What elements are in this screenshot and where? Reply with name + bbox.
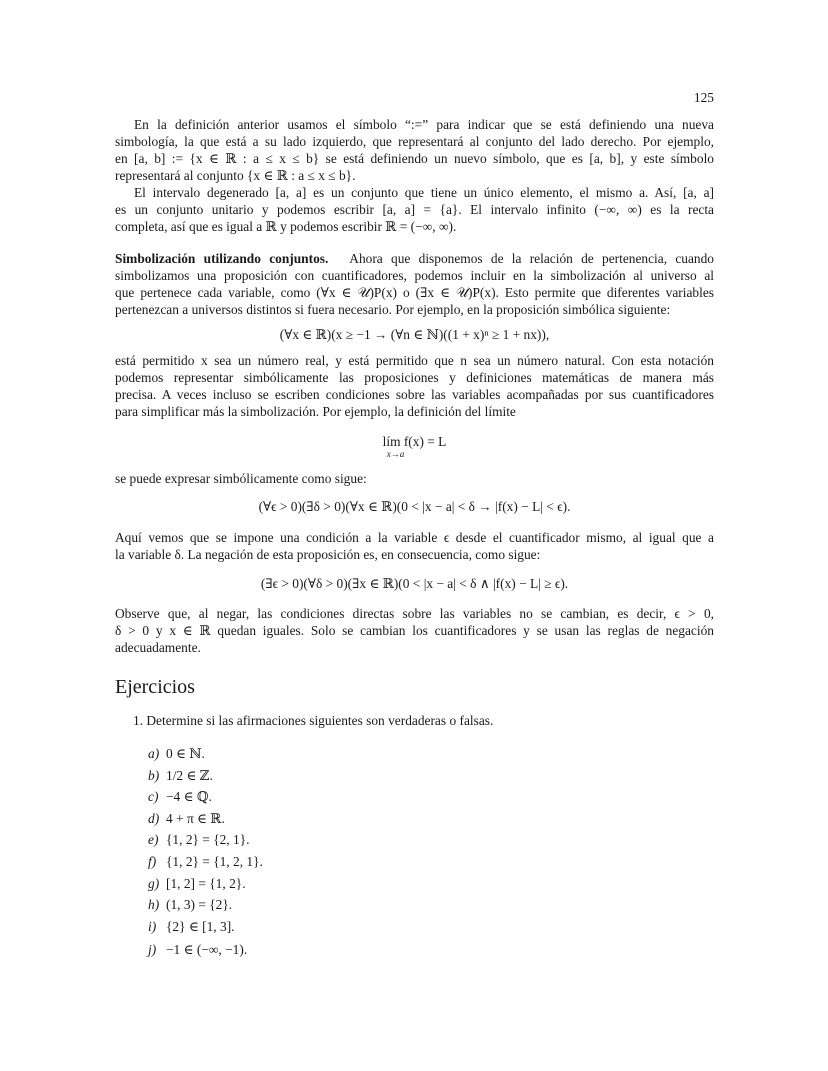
text-line: simbología, la que está a su lado izquierdo, que representará al conjunto del lado derecho. Por ejemplo, (115, 134, 714, 149)
text-line (115, 250, 714, 267)
subitem-label: g) (148, 876, 160, 891)
text-line: Aquí vemos que se impone una condición a la variable ϵ desde el cuantificador mismo, al igual que a (115, 530, 714, 545)
subitem-text: {1, 2} = {1, 2, 1}. (166, 854, 263, 869)
paragraph-observe (115, 605, 714, 656)
paragraph-symbolization (115, 250, 714, 318)
text-line: Observe que, al negar, las condiciones directas sobre las variables no se cambian, es decir, ϵ > 0, (115, 606, 714, 621)
subitem-label: h) (148, 897, 160, 912)
text-line: pertenezcan a universos distintos si fuera necesario. Por ejemplo, en la proposición simbólica siguiente: (115, 302, 671, 317)
paragraph-condition (115, 529, 714, 563)
exercise-subitem (148, 809, 225, 829)
paragraph-heading: Simbolización utilizando conjuntos. (115, 251, 329, 266)
exercise-subitem (148, 787, 212, 807)
exercise-subitem (148, 940, 247, 960)
subitem-label: j) (148, 942, 157, 957)
subitem-text: 4 + π ∈ ℝ. (166, 811, 225, 826)
formula-bernoulli: (∀x ∈ ℝ)(x ≥ −1 → (∀n ∈ ℕ)((1 + x)ⁿ ≥ 1 + nx)), (279, 327, 550, 342)
subitem-text: (1, 3) = {2}. (166, 897, 233, 912)
paragraph-notation (115, 352, 714, 420)
paragraph-degenerate-interval (115, 184, 714, 235)
text-line: en [a, b] := {x ∈ ℝ : a ≤ x ≤ b} se está definiendo un nuevo símbolo, que es [a, b], y este símbolo (115, 151, 714, 166)
text-line: está permitido x sea un número real, y está permitido que n sea un número natural. Con esta notación (115, 353, 714, 368)
exercise-subitem (148, 830, 249, 850)
exercise-subitem (148, 766, 213, 786)
exercise-subitem (148, 744, 205, 764)
text-line: es un conjunto unitario y podemos escribir [a, a] = {a}. El intervalo infinito (−∞, ∞) es la recta (115, 202, 714, 217)
limit-main: lím f(x) = L (382, 434, 447, 449)
text-line: adecuadamente. (115, 640, 201, 655)
section-heading-ejercicios: Ejercicios (115, 676, 195, 698)
subitem-text: 0 ∈ ℕ. (166, 746, 205, 761)
line-text: Ahora que disponemos de la relación de pertenencia, cuando (349, 251, 715, 266)
text-line: podemos representar simbólicamente las proposiciones y definiciones matemáticas de manera más (115, 370, 714, 385)
exercise-1: 1. Determine si las afirmaciones siguientes son verdaderas o falsas. (133, 713, 494, 728)
subitem-label: f) (148, 854, 157, 869)
subitem-label: d) (148, 811, 160, 826)
subitem-label: c) (148, 789, 159, 804)
formula-limit-definition: (∀ϵ > 0)(∃δ > 0)(∀x ∈ ℝ)(0 < |x − a| < δ → |f(x) − L| < ϵ). (258, 499, 571, 514)
subitem-text: 1/2 ∈ ℤ. (166, 768, 213, 783)
paragraph-express (115, 470, 714, 487)
subitem-text: [1, 2] = {1, 2}. (166, 876, 246, 891)
text-line: que pertenece cada variable, como (∀x ∈ 𝒰)P(x) o (∃x ∈ 𝒰)P(x). Esto permite que diferentes variables (115, 285, 714, 300)
subitem-label: a) (148, 746, 160, 761)
text-line: para simplificar más la simbolización. Por ejemplo, la definición del límite (115, 404, 516, 419)
paragraph-definition (115, 116, 714, 184)
exercise-subitem (148, 874, 246, 894)
text-line: simbolizamos una proposición con cuantificadores, podemos incluir en la simbolización al universo al (115, 268, 714, 283)
subitem-text: {2} ∈ [1, 3]. (166, 919, 235, 934)
text-line: En la definición anterior usamos el símbolo “:=” para indicar que se está definiendo una nueva (134, 117, 714, 132)
text-line: precisa. A veces incluso se escriben condiciones sobre las variables acompañadas por sus cuantificadores (115, 387, 714, 402)
subitem-text: {1, 2} = {2, 1}. (166, 832, 250, 847)
exercise-subitem (148, 852, 263, 872)
text-line: se puede expresar simbólicamente como sigue: (115, 471, 367, 486)
subitem-text: −4 ∈ ℚ. (166, 789, 212, 804)
exercise-subitem (148, 917, 235, 937)
subitem-label: e) (148, 832, 159, 847)
text-line: representará al conjunto {x ∈ ℝ : a ≤ x ≤ b}. (115, 168, 356, 183)
text-line: El intervalo degenerado [a, a] es un conjunto que tiene un único elemento, el mismo a. Así, [a, a] (134, 185, 714, 200)
formula-negation: (∃ϵ > 0)(∀δ > 0)(∃x ∈ ℝ)(0 < |x − a| < δ ∧ |f(x) − L| ≥ ϵ). (260, 576, 569, 591)
limit-subscript: x→a (386, 449, 405, 459)
formula-limit (115, 434, 714, 459)
subitem-label: b) (148, 768, 160, 783)
text-line: la variable δ. La negación de esta proposición es, en consecuencia, como sigue: (115, 547, 541, 562)
text-line: δ > 0 y x ∈ ℝ quedan iguales. Solo se cambian los cuantificadores y se usan las reglas de negación (115, 623, 714, 638)
text-line: completa, así que es igual a ℝ y podemos escribir ℝ = (−∞, ∞). (115, 219, 457, 234)
page-number: 125 (693, 90, 714, 105)
exercise-subitem (148, 895, 232, 915)
subitem-label: i) (148, 919, 157, 934)
subitem-text: −1 ∈ (−∞, −1). (166, 942, 248, 957)
